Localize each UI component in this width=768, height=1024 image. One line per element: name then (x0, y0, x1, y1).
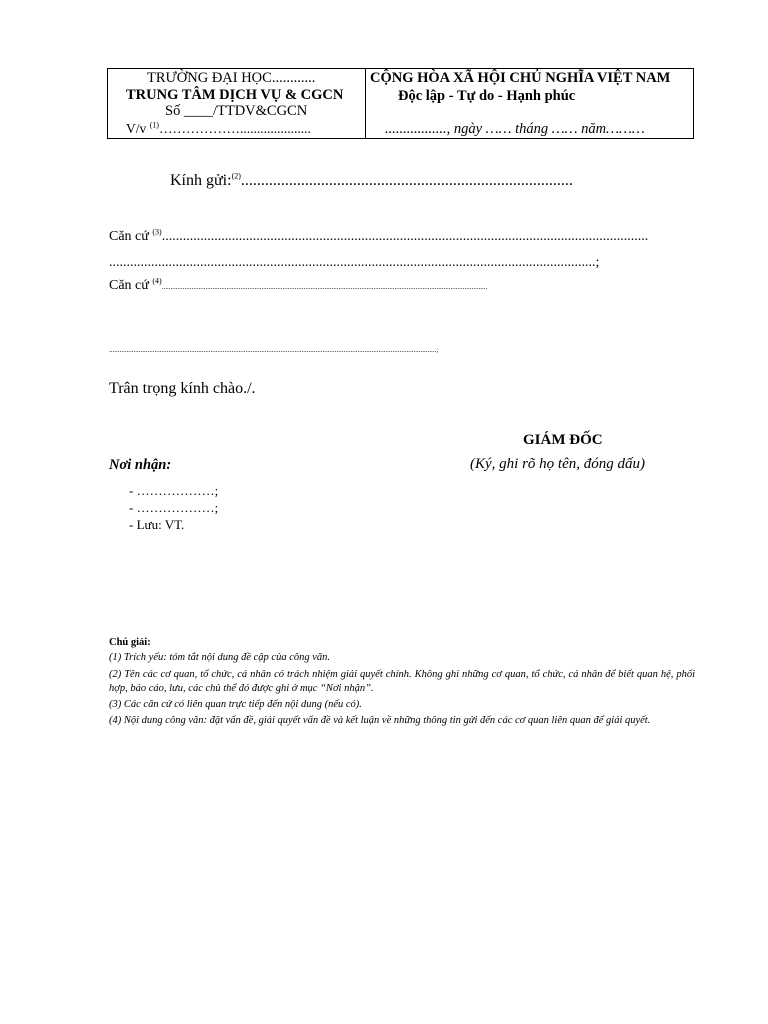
document-number (165, 103, 307, 120)
date-line: ................., ngày …… tháng …… năm……… (385, 121, 645, 137)
recipient-line (170, 172, 573, 190)
basis-1-dots: ........................................................................................................................................... (161, 229, 649, 244)
recipient-item: - ………………; (129, 483, 219, 498)
motto: Độc lập - Tự do - Hạnh phúc (398, 88, 576, 104)
subject-footnote-ref: (1) (149, 120, 159, 130)
recipients-list (129, 482, 218, 533)
basis-2-footnote-ref: (4) (152, 278, 162, 286)
subject-prefix: V/v (126, 121, 150, 136)
basis-1-label: Căn cứ (109, 229, 153, 244)
basis-1-footnote-ref: (3) (152, 229, 162, 237)
note-3: (3) Các căn cứ có liên quan trực tiếp đến nội dung (nếu có). (109, 699, 362, 710)
basis-2-dots: .......................................................................................................................................................................................... (161, 283, 488, 291)
country-name: CỘNG HÒA XÃ HỘI CHỦ NGHĨA VIỆT NAM (370, 70, 671, 86)
university-name: TRƯỜNG ĐẠI HỌC............ (147, 70, 316, 86)
recipient-dots: ................................................................................... (240, 172, 573, 189)
number-blank: ____ (183, 103, 213, 119)
signature-note: (Ký, ghi rõ họ tên, đóng dấu) (470, 456, 645, 472)
recipient-label: Kính gửi: (170, 172, 232, 189)
recipients-label: Nơi nhận: (109, 457, 172, 473)
number-prefix: Số (165, 103, 184, 119)
recipient-footnote-ref: (2) (231, 171, 241, 181)
recipient-item-archive: - Lưu: VT. (129, 517, 185, 532)
note-2: (2) Tên các cơ quan, tổ chức, cá nhân có trách nhiệm giải quyết chính. Không ghi những cơ quan, tổ chức, cá nhân để biết quan hệ, phối hợp, báo cáo, lưu, các chủ thể đó được ghi ở mục “Nơi nhận”. (109, 669, 695, 694)
header-divider (365, 69, 366, 138)
basis-1-line (109, 229, 695, 245)
signature-title: GIÁM ĐỐC (523, 432, 603, 448)
note-4: (4) Nội dung công văn: đặt vấn đề, giải quyết vấn đề và kết luận về những thông tin gửi đến các cơ quan liên quan để giải quyết. (109, 715, 651, 726)
number-suffix: /TTDV&CGCN (212, 103, 308, 119)
note-1: (1) Trích yếu: tóm tắt nội dung đề cập của công văn. (109, 652, 331, 663)
basis-2-continuation: ...........................................................................................................................................................................................; (109, 346, 439, 354)
recipient-item: - ………………; (129, 500, 219, 515)
subject-dots: ………………..................... (158, 121, 311, 136)
basis-2-line (109, 278, 695, 295)
center-name: TRUNG TÂM DỊCH VỤ & CGCN (126, 87, 344, 103)
basis-2-label: Căn cứ (109, 278, 153, 293)
closing-text: Trân trọng kính chào./. (109, 380, 256, 397)
subject-line (126, 120, 311, 137)
notes-title: Chú giải: (109, 637, 151, 648)
basis-1-continuation: ...........................................................................................................................................; (109, 255, 600, 270)
